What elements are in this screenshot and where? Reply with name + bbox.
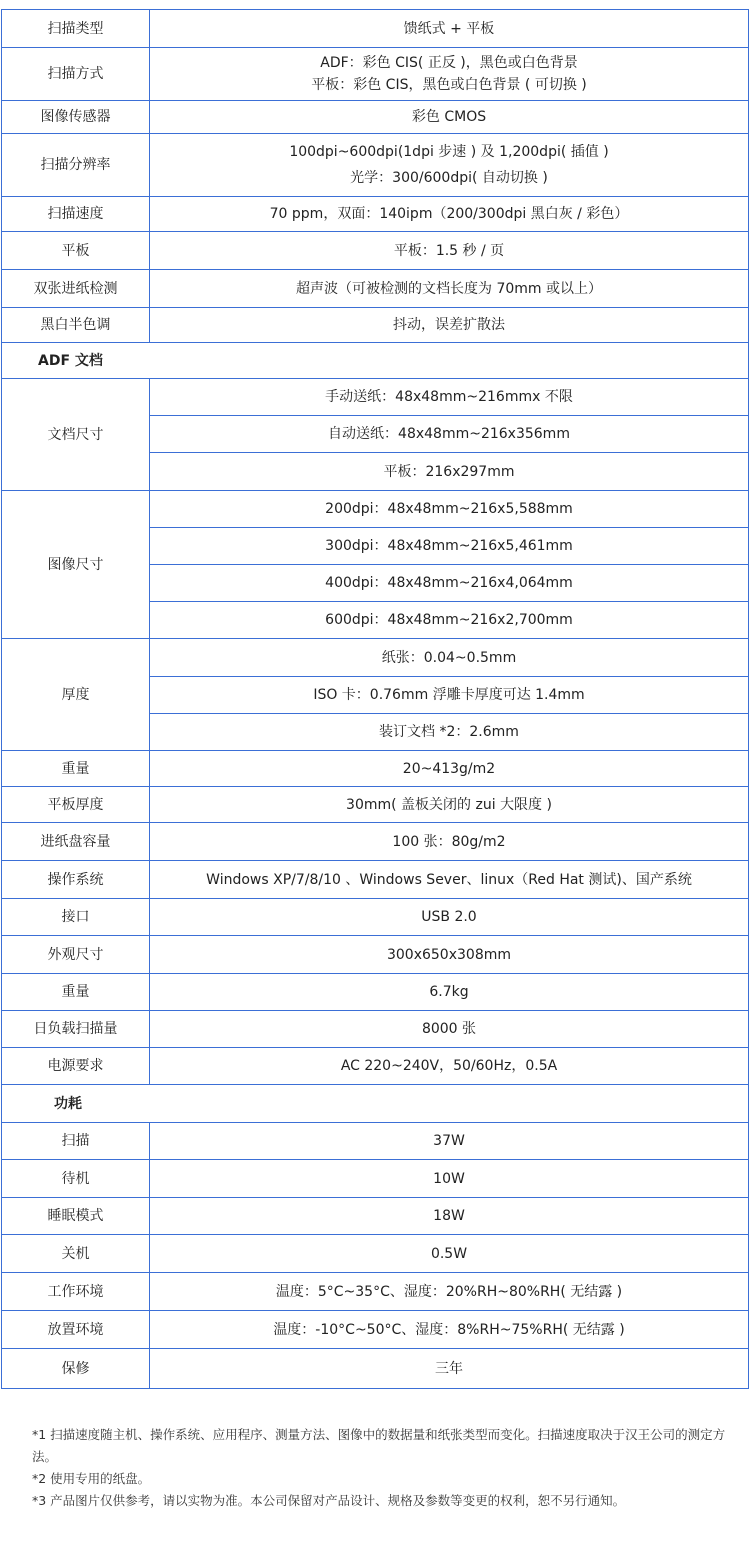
- row-label: 待机: [2, 1160, 150, 1198]
- row-value: 6.7kg: [150, 974, 749, 1011]
- row-value: 37W: [150, 1123, 749, 1160]
- row-label: 平板: [2, 232, 150, 270]
- row-value: 三年: [150, 1349, 749, 1389]
- row-value: 超声波（可被检测的文档长度为 70mm 或以上）: [150, 270, 749, 308]
- footnote-1: *1 扫描速度随主机、操作系统、应用程序、测量方法、图像中的数据量和纸张类型而变化。扫描速度取决于汉王公司的测定方法。: [32, 1427, 726, 1464]
- row-label: 扫描: [2, 1123, 150, 1160]
- row-label: 电源要求: [2, 1048, 150, 1085]
- table-row: [2, 197, 749, 232]
- row-value: 自动送纸：48x48mm~216x356mm: [150, 416, 749, 453]
- table-row: [2, 1048, 749, 1085]
- value-line: 平板：彩色 CIS，黑色或白色背景 ( 可切换 ): [311, 77, 587, 93]
- section-row: [2, 343, 749, 379]
- row-label: 文档尺寸: [2, 379, 150, 491]
- row-value: USB 2.0: [150, 899, 749, 936]
- row-label: 进纸盘容量: [2, 823, 150, 861]
- row-label: 接口: [2, 899, 150, 936]
- row-value: 70 ppm，双面：140ipm（200/300dpi 黑白灰 / 彩色）: [150, 197, 749, 232]
- section-header-power: 功耗: [2, 1085, 749, 1123]
- spec-table: [1, 9, 749, 1389]
- table-row: [2, 270, 749, 308]
- row-value: 200dpi：48x48mm~216x5,588mm: [150, 491, 749, 528]
- row-label: 双张进纸检测: [2, 270, 150, 308]
- value-line: 光学：300/600dpi( 自动切换 ): [350, 170, 548, 186]
- table-row: [2, 1011, 749, 1048]
- row-value: 400dpi：48x48mm~216x4,064mm: [150, 565, 749, 602]
- row-value: ISO 卡：0.76mm 浮雕卡厚度可达 1.4mm: [150, 677, 749, 714]
- row-label: 重量: [2, 974, 150, 1011]
- row-value: 100 张：80g/m2: [150, 823, 749, 861]
- row-label: 扫描速度: [2, 197, 150, 232]
- row-value: [150, 134, 749, 197]
- table-row: [2, 1349, 749, 1389]
- row-value: 温度：-10°C~50°C、湿度：8%RH~75%RH( 无结露 ): [150, 1311, 749, 1349]
- row-value: 手动送纸：48x48mm~216mmx 不限: [150, 379, 749, 416]
- row-label: 黑白半色调: [2, 308, 150, 343]
- row-value: Windows XP/7/8/10 、Windows Sever、linux（Red Hat 测试)、国产系统: [150, 861, 749, 899]
- row-value: 8000 张: [150, 1011, 749, 1048]
- table-row: [2, 823, 749, 861]
- row-value: [150, 48, 749, 101]
- table-row: [2, 134, 749, 197]
- row-label: 厚度: [2, 639, 150, 751]
- row-value: 平板：216x297mm: [150, 453, 749, 491]
- row-label: 扫描类型: [2, 10, 150, 48]
- row-label: 放置环境: [2, 1311, 150, 1349]
- footnote-3: *3 产品图片仅供参考，请以实物为准。本公司保留对产品设计、规格及参数等变更的权利，恕不另行通知。: [32, 1493, 626, 1508]
- table-row: [2, 1198, 749, 1235]
- table-row: [2, 1160, 749, 1198]
- row-value: 0.5W: [150, 1235, 749, 1273]
- row-value: 600dpi：48x48mm~216x2,700mm: [150, 602, 749, 639]
- table-row: [2, 10, 749, 48]
- table-row: [2, 1311, 749, 1349]
- table-row: [2, 861, 749, 899]
- table-row: [2, 232, 749, 270]
- row-label: 外观尺寸: [2, 936, 150, 974]
- value-line: 100dpi~600dpi(1dpi 步速 ) 及 1,200dpi( 插值 ): [289, 144, 609, 160]
- table-row: [2, 308, 749, 343]
- row-label: 关机: [2, 1235, 150, 1273]
- footnote-2: *2 使用专用的纸盘。: [32, 1471, 151, 1486]
- row-value: 抖动，误差扩散法: [150, 308, 749, 343]
- footnotes: [32, 1424, 732, 1512]
- section-header-adf: ADF 文档: [2, 343, 749, 379]
- row-value: 30mm( 盖板关闭的 zui 大限度 ): [150, 787, 749, 823]
- row-value: 10W: [150, 1160, 749, 1198]
- table-row: [2, 101, 749, 134]
- row-label: 图像尺寸: [2, 491, 150, 639]
- row-value: 纸张：0.04~0.5mm: [150, 639, 749, 677]
- row-label: 平板厚度: [2, 787, 150, 823]
- table-row: [2, 48, 749, 101]
- row-label: 工作环境: [2, 1273, 150, 1311]
- row-label: 日负载扫描量: [2, 1011, 150, 1048]
- row-label: 图像传感器: [2, 101, 150, 134]
- section-row: [2, 1085, 749, 1123]
- row-value: AC 220~240V，50/60Hz，0.5A: [150, 1048, 749, 1085]
- row-label: 睡眠模式: [2, 1198, 150, 1235]
- row-value: 装订文档 *2：2.6mm: [150, 714, 749, 751]
- table-row: [2, 379, 749, 416]
- table-row: [2, 974, 749, 1011]
- table-row: [2, 1123, 749, 1160]
- row-value: 馈纸式 + 平板: [150, 10, 749, 48]
- row-value: 20~413g/m2: [150, 751, 749, 787]
- table-row: [2, 1273, 749, 1311]
- row-value: 彩色 CMOS: [150, 101, 749, 134]
- row-value: 温度：5°C~35°C、湿度：20%RH~80%RH( 无结露 ): [150, 1273, 749, 1311]
- row-label: 保修: [2, 1349, 150, 1389]
- table-row: [2, 899, 749, 936]
- row-label: 扫描分辨率: [2, 134, 150, 197]
- row-value: 300x650x308mm: [150, 936, 749, 974]
- row-label: 扫描方式: [2, 48, 150, 101]
- row-value: 平板：1.5 秒 / 页: [150, 232, 749, 270]
- row-value: 300dpi：48x48mm~216x5,461mm: [150, 528, 749, 565]
- value-line: ADF：彩色 CIS( 正反 )，黑色或白色背景: [320, 55, 578, 71]
- row-label: 操作系统: [2, 861, 150, 899]
- table-row: [2, 1235, 749, 1273]
- table-row: [2, 787, 749, 823]
- row-label: 重量: [2, 751, 150, 787]
- table-row: [2, 751, 749, 787]
- row-value: 18W: [150, 1198, 749, 1235]
- table-row: [2, 936, 749, 974]
- table-row: [2, 491, 749, 528]
- table-row: [2, 639, 749, 677]
